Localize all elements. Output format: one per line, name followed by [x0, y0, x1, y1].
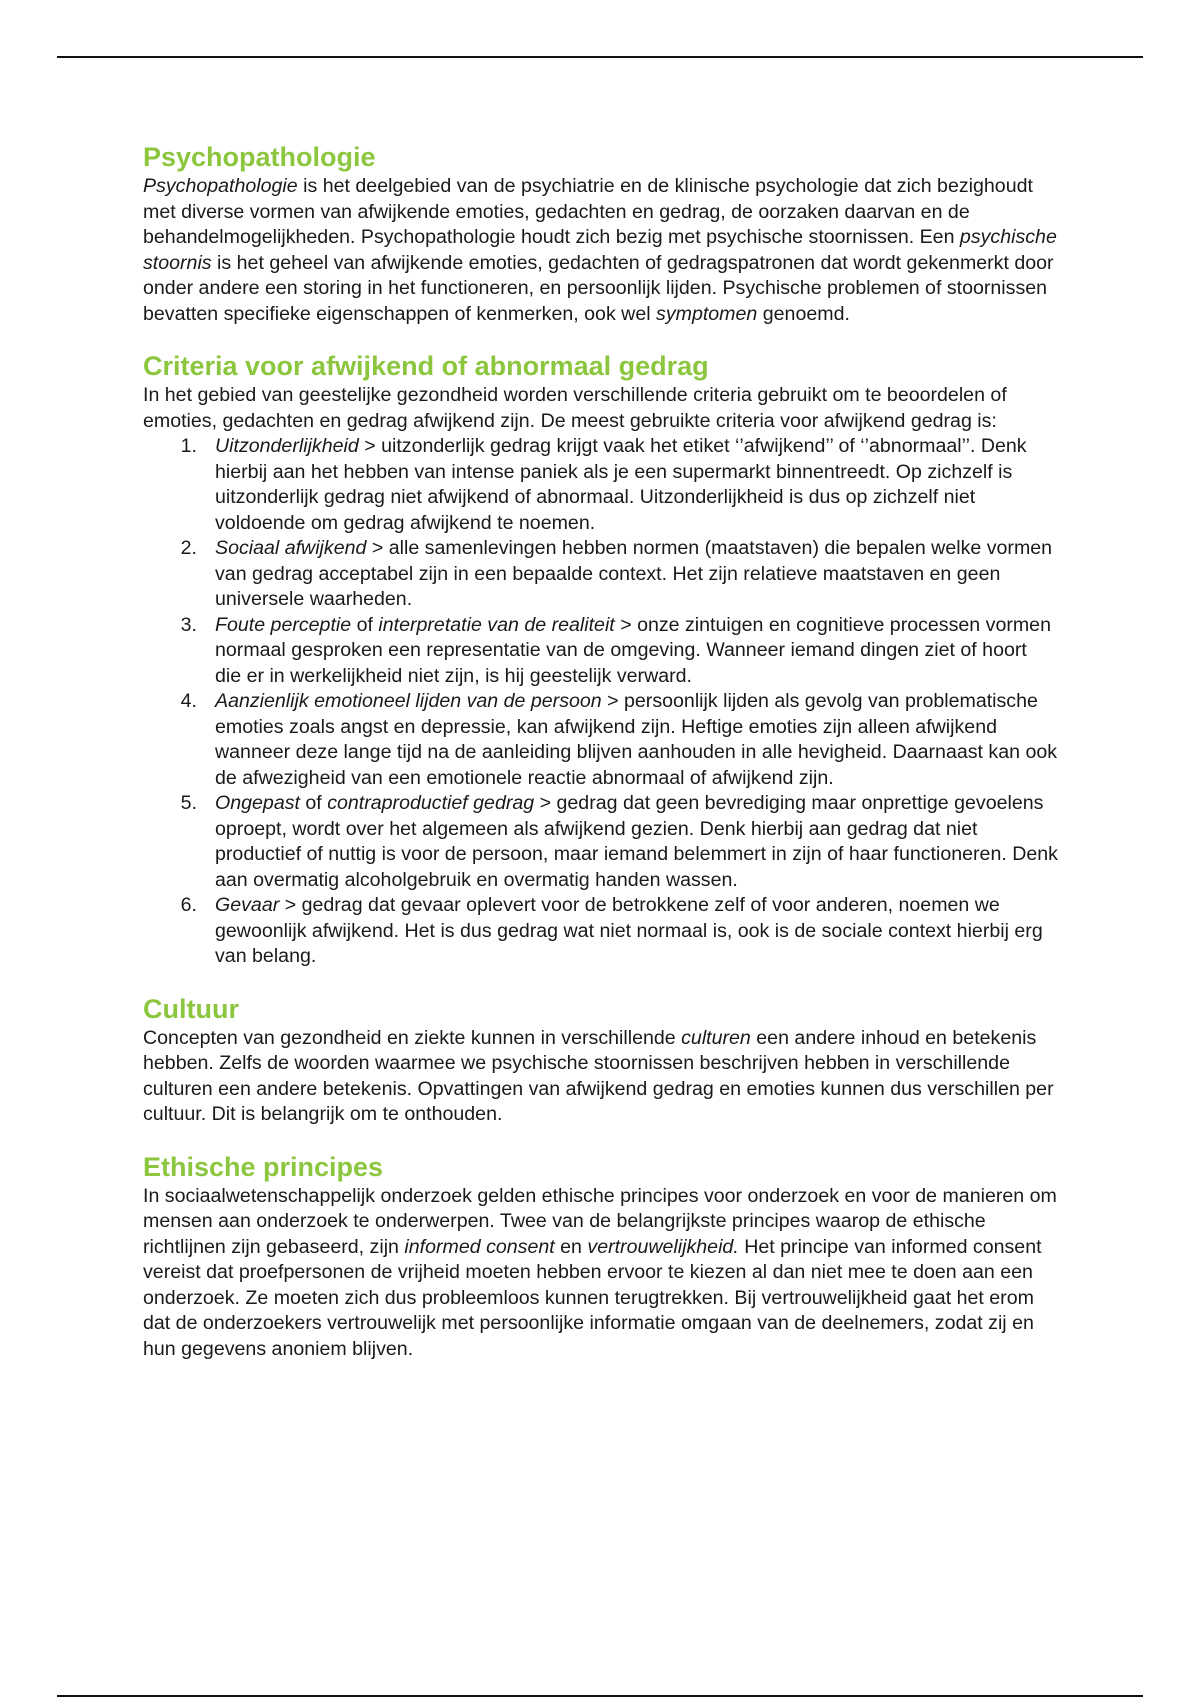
footer-rule — [57, 1695, 1143, 1697]
term: Aanzienlijk emotioneel lijden van de persoon — [215, 690, 602, 712]
text-run: en — [554, 1235, 588, 1258]
list-text — [215, 689, 1058, 791]
list-text — [215, 434, 1058, 536]
text-run: > persoonlijk lijden als gevolg van problematische emoties zoals angst en depressie, kan afwijkend zijn. Heftige emoties zijn alleen afwijkend wanneer deze lange tijd na de aanleiding blijven aanhouden in alle hevigheid. Daarnaast kan ook de afwezigheid van een emotionele reactie abnormaal of afwijkend zijn. — [215, 690, 1058, 789]
list-item — [143, 613, 1058, 690]
term: vertrouwelijkheid. — [587, 1235, 739, 1258]
list-number: 3. — [180, 613, 197, 636]
term: psychische stoornis — [143, 226, 1057, 274]
section-ethische-principes — [143, 1150, 1058, 1363]
list-item — [143, 434, 1058, 536]
list-text — [215, 893, 1058, 970]
text-run: is het deelgebied van de psychiatrie en de klinische psychologie dat zich bezighoudt met diverse vormen van afwijkende emoties, gedachten en gedrag, de oorzaken daarvan en de behandelmogelijkheden. Psychopathologie houdt zich bezig met psychische stoornissen. Een — [143, 175, 1033, 248]
section-heading: Psychopathologie — [143, 142, 376, 172]
criteria-list — [143, 434, 1058, 970]
term: Psychopathologie — [143, 175, 298, 197]
header-rule — [57, 56, 1143, 58]
term: interpretatie van de realiteit — [378, 613, 615, 636]
section-paragraph — [143, 1184, 1058, 1363]
text-run: In het gebied van geestelijke gezondheid worden verschillende criteria gebruikt om te beoordelen of emoties, gedachten en gedrag afwijkend zijn. De meest gebruikte criteria voor afwijkend gedrag is: — [143, 384, 1007, 432]
section-heading: Ethische principes — [143, 1151, 384, 1182]
text-run: is het geheel van afwijkende emoties, gedachten of gedragspatronen dat wordt gekenmerkt door onder andere een storing in het functioneren, en persoonlijk lijden. Psychische problemen of stoornissen bevatten specifieke eigenschappen of kenmerken, ook wel — [143, 251, 1054, 325]
list-item — [143, 791, 1058, 893]
section-paragraph — [143, 1026, 1058, 1128]
section-criteria — [143, 349, 1058, 970]
text-run: > onze zintuigen en cognitieve processen vormen normaal gesproken een representatie van de omgeving. Wanneer iemand dingen ziet of hoort die er in werkelijkheid niet zijn, is hij geestelijk verward. — [215, 613, 1051, 687]
text-run: In sociaalwetenschappelijk onderzoek gelden ethische principes voor onderzoek en voor de manieren om mensen aan onderzoek te onderwerpen. Twee van de belangrijkste principes waarop de ethische richtlijnen zijn gebaseerd, zijn — [143, 1184, 1057, 1258]
document-body — [143, 140, 1058, 1384]
list-text — [215, 536, 1058, 613]
list-number: 1. — [180, 435, 197, 457]
text-run: Het principe van informed consent vereist dat proefpersonen de vrijheid moeten hebben ervoor te kiezen al dan niet mee te doen aan een onderzoek. Ze moeten zich dus probleemloos kunnen terugtrekken. Bij vertrouwelijkheid gaat het erom dat de onderzoekers vertrouwelijk met persoonlijke informatie omgaan van de deelnemers, zodat zij en hun gegevens anoniem blijven. — [143, 1235, 1042, 1360]
list-number: 5. — [180, 792, 197, 814]
term: Sociaal afwijkend — [215, 537, 367, 559]
term: Uitzonderlijkheid — [215, 435, 359, 457]
text-run: of — [351, 613, 379, 636]
term: symptomen — [656, 302, 758, 325]
text-run: Concepten van gezondheid en ziekte kunnen in verschillende — [143, 1026, 682, 1049]
term: culturen — [681, 1026, 751, 1049]
list-number: 6. — [180, 894, 197, 916]
list-item — [143, 893, 1058, 970]
section-cultuur — [143, 992, 1058, 1128]
term: Foute perceptie — [215, 613, 352, 636]
text-run: > uitzonderlijk gedrag krijgt vaak het etiket ‘’afwijkend’’ of ‘’abnormaal’’. Denk hierbij aan het hebben van intense paniek als je een supermarkt binnentreedt. Op zichzelf is uitzonderlijk gedrag niet afwijkend of abnormaal. Uitzonderlijkheid is dus op zichzelf niet voldoende om gedrag afwijkend te noemen. — [215, 435, 1027, 534]
text-run: een andere inhoud en betekenis hebben. Zelfs de woorden waarmee we psychische stoornissen beschrijven hebben in verschillende culturen een andere betekenis. Opvattingen van afwijkend gedrag en emoties kunnen dus verschillen per cultuur. Dit is belangrijk om te onthouden. — [143, 1026, 1054, 1125]
term: Ongepast — [215, 792, 300, 814]
section-paragraph — [143, 383, 1058, 434]
section-heading: Criteria voor afwijkend of abnormaal gedrag — [143, 351, 709, 381]
section-psychopathologie — [143, 140, 1058, 327]
list-number: 2. — [180, 537, 197, 559]
list-text — [215, 791, 1058, 893]
list-item — [143, 536, 1058, 613]
text-run: > alle samenlevingen hebben normen (maatstaven) die bepalen welke vormen van gedrag acceptabel zijn in een bepaalde context. Het zijn relatieve maatstaven en geen universele waarheden. — [215, 537, 1053, 610]
list-text — [215, 613, 1058, 690]
term: informed consent — [404, 1235, 555, 1258]
list-item — [143, 689, 1058, 791]
section-paragraph — [143, 174, 1058, 327]
term: contraproductief gedrag — [327, 792, 535, 814]
text-run: > gedrag dat gevaar oplevert voor de betrokkene zelf of voor anderen, noemen we gewoonlijk afwijkend. Het is dus gedrag wat niet normaal is, ook is de sociale context hierbij erg van belang. — [215, 894, 1043, 967]
text-run: of — [299, 792, 328, 814]
section-heading: Cultuur — [143, 993, 239, 1024]
list-number: 4. — [180, 690, 197, 712]
term: Gevaar — [215, 894, 280, 916]
text-run: > gedrag dat geen bevrediging maar onprettige gevoelens oproept, wordt over het algemeen als afwijkend gezien. Denk hierbij aan gedrag dat niet productief of nuttig is voor de persoon, maar iemand belemmert in zijn of haar functioneren. Denk aan overmatig alcoholgebruik en overmatig handen wassen. — [215, 792, 1058, 891]
text-run: genoemd. — [757, 302, 850, 325]
